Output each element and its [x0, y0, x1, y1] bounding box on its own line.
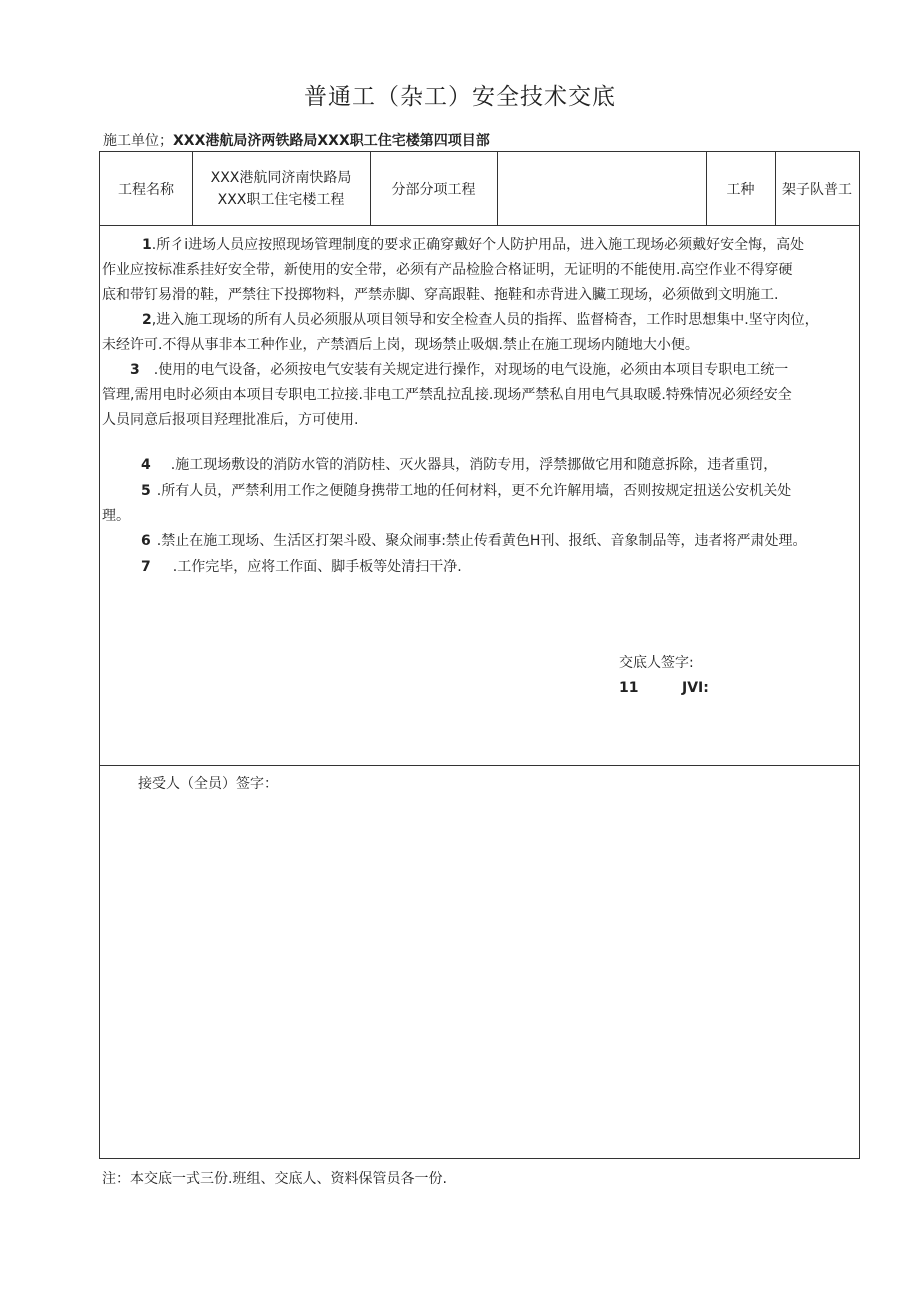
project-name-line-1: XXX港航同济南快路局 — [210, 169, 352, 186]
clause-2-line-2: 未经许可.不得从事非本工种作业，产禁酒后上岗，现场禁止吸烟.禁止在施工现场内随地大小便。 — [102, 337, 699, 353]
clause-2-line-1 — [142, 309, 819, 329]
construction-unit-label: 施工单位； — [103, 133, 173, 149]
project-name-value — [192, 152, 370, 225]
clause-7-line-1 — [141, 556, 462, 576]
clause-number: 1 — [142, 237, 152, 253]
construction-unit-value: XXX港航局济两铁路局XXX职工住宅楼第四项目部 — [173, 133, 490, 149]
clause-number: 6 — [141, 533, 151, 549]
clause-number: 2 — [142, 312, 152, 328]
clause-text: .工作完毕，应将工作面、脚手板等处清扫干净. — [172, 559, 462, 575]
clause-number: 5 — [141, 483, 151, 499]
clause-3-line-2: 管理,需用电时必须由本项目专职电工拉接.非电工严禁乱拉乱接.现场严禁私自用电气具取暖.特殊情况必须经安全 — [102, 387, 792, 403]
clause-4-line-1 — [141, 454, 777, 474]
clause-text: .施工现场敷设的消防水管的消防桂、灭火器具，消防专用，浮禁挪做它用和随意拆除，违者重罚， — [170, 457, 778, 473]
clause-1-line-2: 作业应按标准系挂好安全带，新使用的安全带，必须有产品检脸合格证明，无证明的不能使用.高空作业不得穿硬 — [102, 262, 793, 278]
trade-value: 架子队普工 — [782, 181, 852, 198]
construction-unit — [103, 130, 490, 150]
project-name-label: 工程名称 — [118, 181, 174, 198]
clause-text: .使用的电气设备，必须按电气安装有关规定进行操作，对现场的电气设施，必须由本项目专职电工统一 — [153, 362, 789, 378]
date-month: JVI: — [682, 680, 709, 696]
disclosure-form-table — [99, 151, 860, 1159]
clause-3-line-1 — [130, 359, 788, 379]
clause-number: 4 — [141, 457, 151, 473]
clause-5-line-1 — [141, 480, 791, 500]
clause-number: 7 — [141, 559, 151, 575]
header-row-divider — [100, 225, 859, 226]
project-name-line-2: XXX职工住宅楼工程 — [217, 191, 345, 208]
trade-label: 工种 — [726, 181, 755, 198]
clause-5-line-2: 理。 — [102, 508, 130, 524]
signer-label: 交底人签字: — [619, 655, 694, 671]
footer-note: 注：本交底一式三份.班组、交底人、资料保管员各一份. — [102, 1171, 447, 1187]
clause-text: ,进入施工现场的所有人员必须服从项目领导和安全检查人员的指挥、监督椅杳，工作时思想集中.坚守肉位， — [151, 312, 819, 328]
subproject-value — [497, 152, 706, 225]
clause-1-line-1 — [142, 234, 804, 254]
clause-3-line-3: 人员同意后报项目羟理批准后，方可使用. — [102, 412, 359, 428]
clause-6-line-1 — [141, 530, 806, 550]
receiver-signature-label: 接受人（全员）签字： — [138, 776, 278, 792]
clause-number: 3 — [130, 362, 140, 378]
clause-text: .所彳i进场人员应按照现场管理制度的要求正确穿戴好个人防护用品，进入施工现场必须戴好安全悔，高处 — [151, 237, 805, 253]
clause-text: .所有人员，严禁利用工作之便随身携带工地的任何材料，更不允许解用墙，否则按规定扭送公安机关处 — [156, 483, 792, 499]
clause-text: .禁止在施工现场、生活区打架斗殴、聚众闹事:禁止传看黄色H刊、报纸、音象制品等，违者将严肃处理。 — [156, 533, 807, 549]
subproject-label: 分部分项工程 — [391, 181, 476, 198]
clause-1-line-3: 底和带钉易滑的鞋，严禁往下投掷物料，严禁赤脚、穿高跟鞋、拖鞋和赤背进入臟工现场，必须做到文明施工. — [102, 287, 779, 303]
receiver-section-divider — [100, 765, 859, 766]
date-day: 11 — [619, 680, 639, 696]
page-title: 普通工（杂工）安全技术交底 — [304, 84, 616, 110]
